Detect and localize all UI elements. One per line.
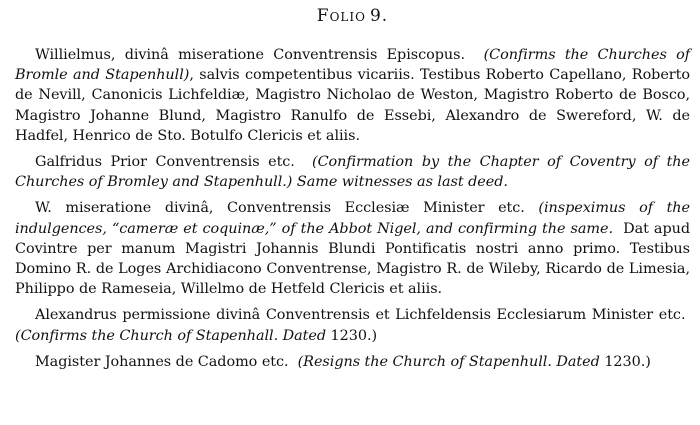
deed-editorial-note: (Confirms the Churches of Bromle and Stapenhull) bbox=[15, 47, 690, 84]
deed-latin-text: Alexandrus permissione divinâ Conventrensis et Lichfeldensis Ecclesiarum Minister etc. bbox=[35, 307, 686, 324]
deed-entry-2 bbox=[15, 152, 690, 192]
deed-latin-tail: Dat apud Covintre per manum Magistri Johannis Blundi Pontificatis nostri anno primo. Testibus Domino R. de Loges Archidiacono Conventrense, Magistro R. de Wileby, Ricardo de Limesia, Philippo de Rameseia, Willelmo de Hetfeld Clericis et aliis. bbox=[15, 220, 690, 298]
deed-date-year: 1230.) bbox=[330, 327, 378, 344]
deed-editorial-note: (Resigns the Church of Stapenhull. Dated bbox=[297, 353, 600, 370]
deed-editorial-note: (Confirmation by the Chapter of Coventry of the Churches of Bromley and Stapenhull.) Same witnesses as last deed. bbox=[15, 154, 690, 191]
deed-entry-3 bbox=[15, 198, 690, 299]
deed-latin-text: W. miseratione divinâ, Conventrensis Ecclesiæ Minister etc. bbox=[35, 200, 525, 217]
deed-editorial-note: (Confirms the Church of Stapenhall. Dated bbox=[15, 327, 327, 344]
folio-heading-number: 9. bbox=[369, 6, 389, 26]
deed-date-year: 1230.) bbox=[604, 353, 651, 370]
deed-entry-4 bbox=[15, 305, 690, 345]
deed-quoted-phrase: “cameræ et coquinæ,” bbox=[111, 220, 277, 237]
folio-heading bbox=[15, 6, 690, 26]
deed-latin-tail: , salvis competentibus vicariis. Testibus Roberto Capellano, Roberto de Nevill, Canonicis Lichfeldiæ, Magistro Nicholao de Weston, Magistro Roberto de Bosco, Magistro Johanne Blund, Magistro Ranulfo de Essebi, Alexandro de Swereford, W. de Hadfel, Henrico de Sto. Botulfo Clericis et aliis. bbox=[15, 67, 690, 144]
folio-heading-word: Folio bbox=[316, 6, 366, 26]
deed-entry-5 bbox=[15, 352, 690, 372]
deed-editorial-note-continued: of the Abbot Nigel, and confirming the same. bbox=[281, 220, 613, 237]
deed-latin-text: Magister Johannes de Cadomo etc. bbox=[35, 353, 289, 370]
deed-latin-text: Willielmus, divinâ miseratione Conventrensis Episcopus. bbox=[35, 47, 465, 63]
deed-editorial-note: (inspeximus of the indulgences, bbox=[15, 200, 690, 237]
deed-entry-1 bbox=[15, 45, 690, 146]
deed-latin-text: Galfridus Prior Conventrensis etc. bbox=[35, 154, 295, 171]
